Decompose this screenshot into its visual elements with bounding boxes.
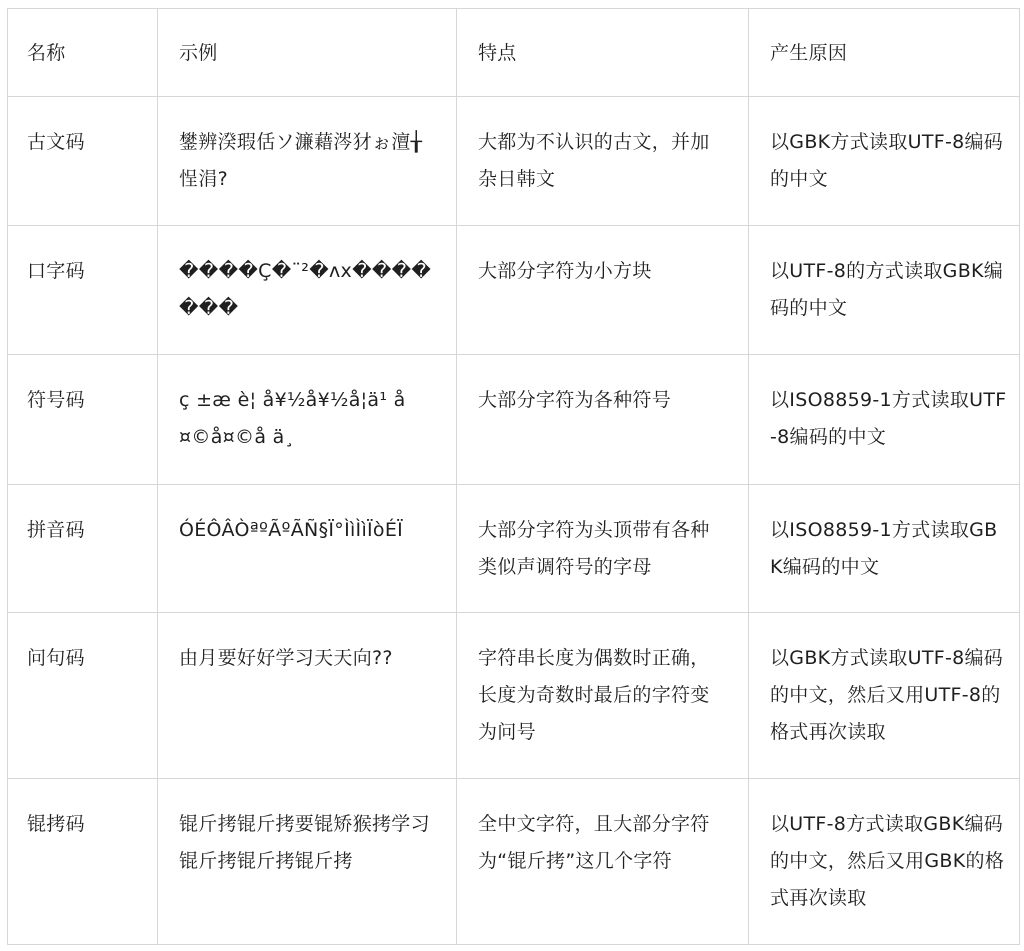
feature-text: 全中文字符，且大部分字符为“锟斤拷”这几个字符 (478, 813, 710, 872)
feature-cell (457, 613, 749, 779)
cause-text: 以UTF-8的方式读取GBK编码的中文 (770, 260, 1004, 319)
table-row (8, 613, 1020, 779)
feature-text: 大都为不认识的古文，并加杂日韩文 (478, 131, 710, 190)
example-cell (158, 226, 457, 355)
header-label: 示例 (179, 42, 218, 64)
table-row (8, 485, 1020, 613)
name-cell (8, 97, 158, 226)
cause-text: 以ISO8859-1方式读取GBK编码的中文 (770, 519, 998, 578)
cause-cell (749, 485, 1020, 613)
example-text: ÓÉÔÂÒªºÃºÃÑ§Ï°ÌìÌìÏòÉÏ (179, 519, 404, 541)
cause-text: 以GBK方式读取UTF-8编码的中文，然后又用UTF-8的格式再次读取 (770, 647, 1004, 743)
table-header-row (8, 9, 1020, 97)
name-text: 拼音码 (27, 519, 85, 541)
name-text: 符号码 (27, 389, 85, 411)
example-cell (158, 779, 457, 945)
feature-text: 字符串长度为偶数时正确，长度为奇数时最后的字符变为问号 (478, 647, 710, 743)
feature-cell (457, 226, 749, 355)
name-cell (8, 226, 158, 355)
encoding-garble-table (7, 8, 1020, 945)
header-cell-feature (457, 9, 749, 97)
feature-text: 大部分字符为小方块 (478, 260, 652, 282)
example-text: 锟斤拷锟斤拷要锟矫猴拷学习锟斤拷锟斤拷锟斤拷 (179, 813, 430, 872)
header-cell-example (158, 9, 457, 97)
example-text: 鐢辨湀瑕佸ソ濂藉涔犲ぉ澶╁悜涓? (179, 131, 423, 190)
feature-cell (457, 779, 749, 945)
feature-cell (457, 355, 749, 485)
cause-text: 以ISO8859-1方式读取UTF-8编码的中文 (770, 389, 1007, 448)
cause-cell (749, 779, 1020, 945)
feature-cell (457, 485, 749, 613)
example-text: 由月要好好学习天天向?? (179, 647, 393, 669)
feature-text: 大部分字符为头顶带有各种类似声调符号的字母 (478, 519, 710, 578)
header-label: 名称 (27, 42, 66, 64)
name-cell (8, 485, 158, 613)
cause-cell (749, 613, 1020, 779)
name-cell (8, 355, 158, 485)
name-text: 锟拷码 (27, 813, 85, 835)
table-row (8, 779, 1020, 945)
header-label: 产生原因 (770, 42, 848, 64)
header-cell-name (8, 9, 158, 97)
name-cell (8, 779, 158, 945)
example-cell (158, 613, 457, 779)
name-text: 古文码 (27, 131, 85, 153)
example-cell (158, 355, 457, 485)
cause-text: 以UTF-8方式读取GBK编码的中文，然后又用GBK的格式再次读取 (770, 813, 1005, 909)
feature-cell (457, 97, 749, 226)
example-cell (158, 485, 457, 613)
name-text: 口字码 (27, 260, 85, 282)
header-label: 特点 (478, 42, 517, 64)
cause-text: 以GBK方式读取UTF-8编码的中文 (770, 131, 1004, 190)
feature-text: 大部分字符为各种符号 (478, 389, 672, 411)
name-text: 问句码 (27, 647, 85, 669)
cause-cell (749, 226, 1020, 355)
cause-cell (749, 97, 1020, 226)
table-row (8, 97, 1020, 226)
table-row (8, 355, 1020, 485)
example-text: ����Ç�¨²�ʌх������� (179, 260, 432, 319)
example-cell (158, 97, 457, 226)
table-row (8, 226, 1020, 355)
example-text: ç ±æ è¦ å¥½å¥½å¦ä¹ å¤©å¤©å ä¸ (179, 389, 406, 448)
name-cell (8, 613, 158, 779)
header-cell-cause (749, 9, 1020, 97)
cause-cell (749, 355, 1020, 485)
